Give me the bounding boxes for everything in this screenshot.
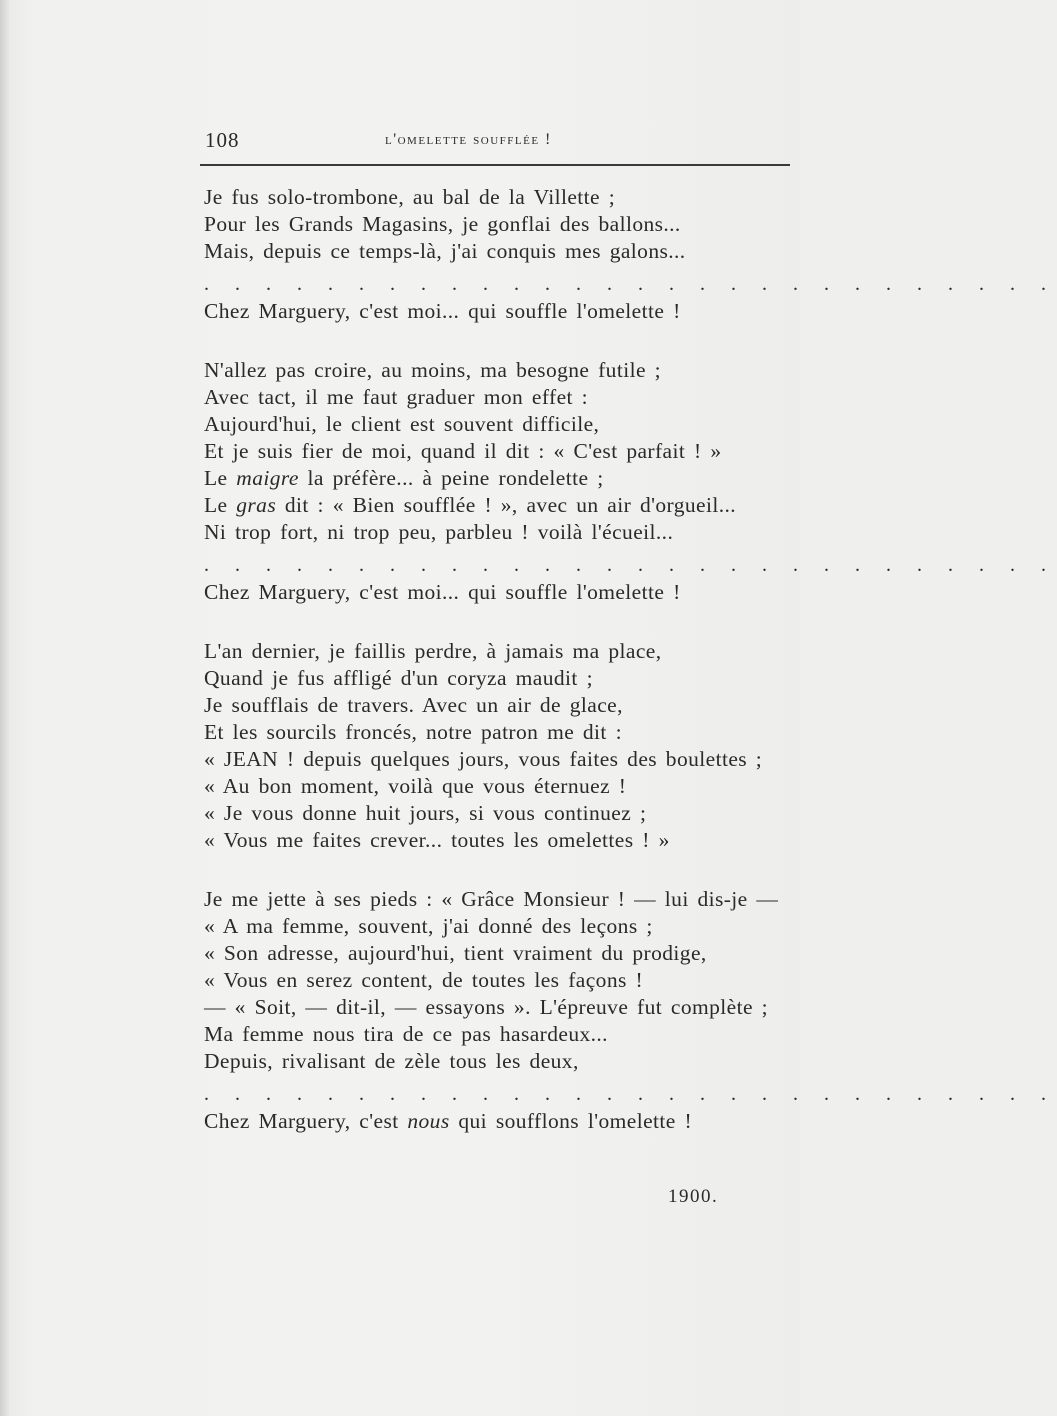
verse-text: qui soufflons l'omelette ! [449, 1109, 693, 1133]
verse-line: — « Soit, — dit-il, — essayons ». L'épreuve fut complète ; [204, 995, 769, 1019]
verse-line: « Au bon moment, voilà que vous éternuez ! [204, 774, 627, 798]
verse-line: Je fus solo-trombone, au bal de la Villette ; [204, 185, 616, 209]
refrain-line: Chez Marguery, c'est moi... qui souffle l'omelette ! [204, 580, 681, 604]
refrain-line: Chez Marguery, c'est moi... qui souffle l'omelette ! [204, 299, 681, 323]
verse-line: Pour les Grands Magasins, je gonflai des ballons... [204, 212, 681, 236]
ellipsis-row: . . . . . . . . . . . . . . . . . . . . . . . . . . . . [204, 554, 1057, 576]
italic-word: maigre [236, 466, 299, 490]
stanza-gap [204, 606, 800, 638]
verse-line [204, 465, 800, 492]
stanza-4 [204, 886, 1057, 1135]
page-header [205, 128, 765, 158]
stanza-gap [204, 854, 800, 886]
stanza-gap [204, 325, 800, 357]
verse-line: « Vous me faites crever... toutes les omelettes ! » [204, 828, 670, 852]
verse-line: Ma femme nous tira de ce pas hasardeux... [204, 1022, 608, 1046]
page-number: 108 [205, 128, 240, 152]
verse-line: Aujourd'hui, le client est souvent difficile, [204, 412, 600, 436]
verse-line: « JEAN ! depuis quelques jours, vous faites des boulettes ; [204, 747, 763, 771]
stanza-2 [204, 357, 1057, 606]
verse-line: Quand je fus affligé d'un coryza maudit ; [204, 666, 593, 690]
verse-line: Je me jette à ses pieds : « Grâce Monsieur ! — lui dis-je — [204, 887, 779, 911]
verse-line: Depuis, rivalisant de zèle tous les deux, [204, 1049, 579, 1073]
italic-word: nous [407, 1109, 450, 1133]
verse-line: Et je suis fier de moi, quand il dit : « C'est parfait ! » [204, 439, 722, 463]
verse-line: « Je vous donne huit jours, si vous continuez ; [204, 801, 647, 825]
header-rule [200, 164, 790, 166]
verse-line: « Vous en serez content, de toutes les façons ! [204, 968, 644, 992]
verse-text: dit : « Bien soufflée ! », avec un air d'orgueil... [276, 493, 737, 517]
page-spine-shadow [0, 0, 10, 1416]
poem-body [204, 184, 1057, 1135]
italic-word: gras [236, 493, 277, 517]
poem-date: 1900. [668, 1186, 719, 1207]
verse-line: Je soufflais de travers. Avec un air de glace, [204, 693, 623, 717]
verse-text: la préfère... à peine rondelette ; [298, 466, 604, 490]
verse-line: Avec tact, il me faut graduer mon effet : [204, 385, 589, 409]
verse-line: Ni trop fort, ni trop peu, parbleu ! voilà l'écueil... [204, 520, 674, 544]
verse-line: L'an dernier, je faillis perdre, à jamais ma place, [204, 639, 662, 663]
ellipsis-row: . . . . . . . . . . . . . . . . . . . . . . . . . . . . [204, 1083, 1057, 1105]
verse-line [204, 492, 800, 519]
verse-text: Le [204, 493, 237, 517]
running-title: l'omelette soufflée ! [385, 131, 552, 148]
verse-line: Mais, depuis ce temps-là, j'ai conquis mes galons... [204, 239, 686, 263]
verse-line: N'allez pas croire, au moins, ma besogne futile ; [204, 358, 662, 382]
verse-text: Le [204, 466, 237, 490]
stanza-3 [204, 638, 800, 854]
verse-line: « Son adresse, aujourd'hui, tient vraiment du prodige, [204, 941, 707, 965]
stanza-1 [204, 184, 1057, 325]
refrain-line [204, 1108, 800, 1135]
verse-line: Et les sourcils froncés, notre patron me dit : [204, 720, 622, 744]
ellipsis-row: . . . . . . . . . . . . . . . . . . . . . . . . . . . . [204, 273, 1057, 295]
verse-line: « A ma femme, souvent, j'ai donné des leçons ; [204, 914, 653, 938]
verse-text: Chez Marguery, c'est [204, 1109, 408, 1133]
